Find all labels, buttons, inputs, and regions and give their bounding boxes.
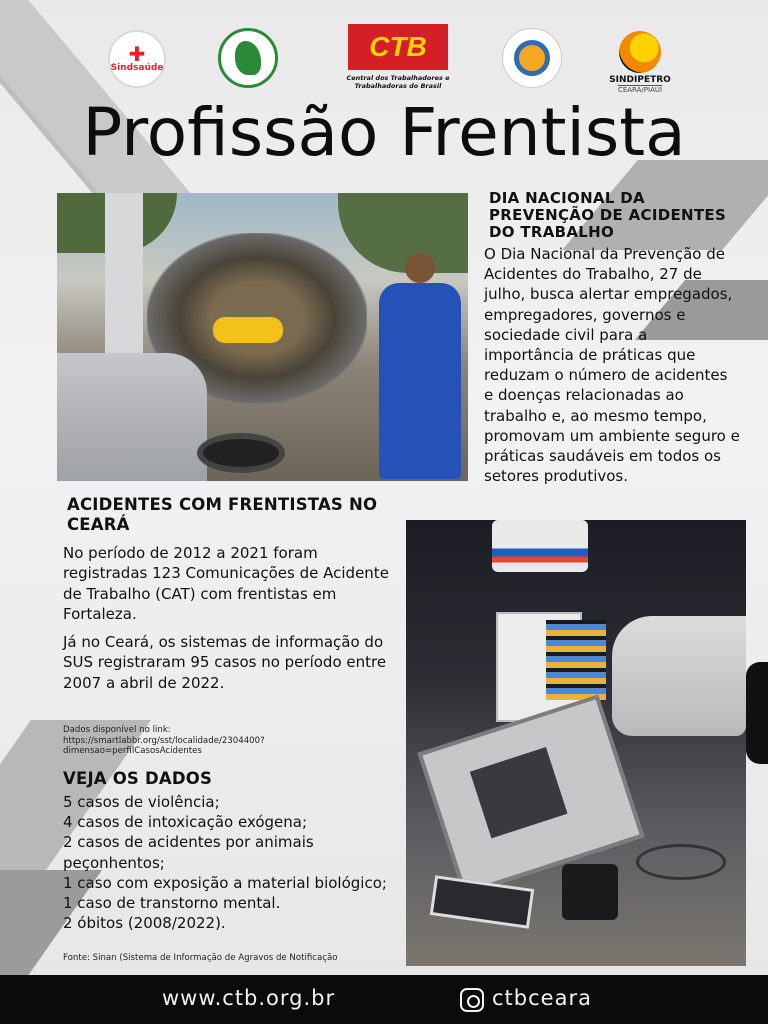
seal-icon <box>514 40 550 76</box>
list-item: 2 óbitos (2008/2022). <box>63 914 226 933</box>
list-item: 2 casos de acidentes por animais peçonhentos; <box>63 833 314 872</box>
sindsaude-logo <box>108 30 166 88</box>
sindipetro-logo <box>608 26 672 98</box>
sindsaude-logo-text: Sindsaúde <box>110 63 164 73</box>
source-note: Fonte: Sinan (Sistema de Informação de Agravos de Notificação <box>63 953 338 963</box>
sun-icon <box>619 31 661 73</box>
accident-photo-pump <box>406 520 746 966</box>
instagram-handle[interactable]: ctbceara <box>492 986 592 1010</box>
sindipetro-logo-subtitle: CEARÁ/PIAUÍ <box>617 85 663 94</box>
list-item: 1 caso com exposição a material biológico; <box>63 873 387 892</box>
footer <box>0 975 768 1024</box>
list-item: 1 caso de transtorno mental. <box>63 894 281 913</box>
dia-nacional-text: O Dia Nacional da Prevenção de Acidentes do Trabalho, 27 de julho, busca alertar empregados, empregadores, governos e sociedade civil para a importância de práticas que reduzam o número de acidentes e doenças relacionadas ao trabalho e, ao mesmo tempo, promovam um ambiente seguro e práticas saudáveis em todos os setores produtivos. <box>484 245 740 486</box>
page-title: Profissão Frentista <box>82 94 686 171</box>
map-icon <box>235 41 261 75</box>
ctb-logo-subtitle: Central dos Trabalhadores e Trabalhadoras do Brasil <box>346 74 450 90</box>
union-seal-logo <box>502 28 562 88</box>
acidentes-paragraph-1: No período de 2012 a 2021 foram registradas 123 Comunicações de Acidente de Trabalho (CAT) com frentistas em Fortaleza. <box>63 544 389 624</box>
list-item: 4 casos de intoxicação exógena; <box>63 813 308 832</box>
decor-tab <box>746 662 768 764</box>
ctb-logo-text: CTB <box>369 31 427 62</box>
list-item: 5 casos de violência; <box>63 793 220 811</box>
partner-logos <box>0 18 768 98</box>
ctb-logo <box>346 18 450 96</box>
veja-heading: VEJA OS DADOS <box>63 769 213 788</box>
cross-icon: ✚ <box>128 42 146 66</box>
dia-nacional-heading: DIA NACIONAL DA PREVENÇÃO DE ACIDENTES DO TRABALHO <box>489 189 727 241</box>
accident-photo-wreck <box>57 193 468 481</box>
sindipetro-logo-text: SINDIPETRO <box>609 74 671 85</box>
instagram-icon <box>460 988 484 1012</box>
website-link[interactable]: www.ctb.org.br <box>162 986 336 1010</box>
data-link-note: Dados disponível no link: https://smartlabbr.org/sst/localidade/2304400?dimensao=perfilCasosAcidentes <box>63 725 265 757</box>
acidentes-heading: ACIDENTES COM FRENTISTAS NO CEARÁ <box>67 495 378 534</box>
data-list <box>63 792 393 933</box>
ceara-map-logo <box>218 28 278 88</box>
acidentes-paragraph-2: Já no Ceará, os sistemas de informação do SUS registraram 95 casos no período entre 2007 a abril de 2022. <box>63 633 387 692</box>
